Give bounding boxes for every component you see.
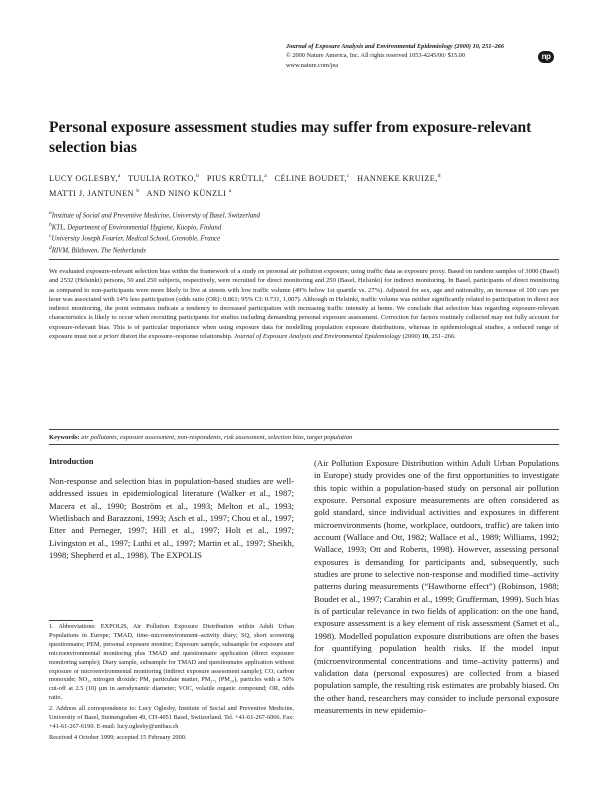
citation-journal: Journal of Exposure Analysis and Environmental Epidemiology xyxy=(234,333,401,341)
affiliation-item xyxy=(49,221,499,233)
affiliation-mark: c xyxy=(49,233,52,240)
affiliation-text: RIVM, Bilthoven, The Netherlands xyxy=(51,246,146,254)
footnote-rule xyxy=(49,620,93,621)
article-title: Personal exposure assessment studies may suffer from exposure-relevant selection bias xyxy=(49,119,532,156)
author-mark: c xyxy=(346,173,350,179)
author: HANNEKE KRUIZE, xyxy=(357,173,438,183)
journal-url: www.nature.com/jea xyxy=(286,62,339,70)
citation-year: (2000) xyxy=(400,333,422,341)
affiliation-mark: b xyxy=(49,221,52,228)
author-mark: b xyxy=(136,187,140,194)
affiliation-mark: d xyxy=(49,244,52,251)
affiliation-text: University Joseph Fourier, Medical School, Grenoble, France xyxy=(51,235,221,243)
footnote-correspondence: 2. Address all correspondence to: Lucy Oglesby, Institute of Social and Preventive Medicine, University of Basel, Steinengraben 49, CH-4051 Basel, Switzerland. Tel. +41-61-267-6066. Fax: +41-61-267-6190. E-mail: lucy.oglesby@unibas.ch xyxy=(49,705,294,730)
abstract-top-rule xyxy=(49,259,559,260)
keywords-bottom-rule xyxy=(49,444,559,445)
author-line-2 xyxy=(49,185,559,200)
affiliations xyxy=(49,209,499,255)
author: LUCY OGLESBY, xyxy=(49,173,118,183)
footnotes xyxy=(49,623,294,745)
body-right-column: (Air Pollution Exposure Distribution within Adult Urban Populations in Europe) study provides one of the first opportunities to investigate this topic within a population-based study on personal air pollution exposure. Personal exposure measurements are often considered as gold standard, since individual activities and exposures in different microenvironments (home, workplace, outdoors, traffic) are taken into account (Wallace and Ott, 1982; Wallace et al., 1989; Williams, 1992; Wallace, 1993; Ott and Roberts, 1998). However, assessing personal exposures is demanding for participants and, subsequently, such studies are prone to selective non-response and modified time–activity patterns during measurements (“Hawthorne effect”) (Robinson, 1988; Boudet et al., 1997; Carabin et al., 1999; Grufferman, 1999). Such bias is of particular relevance in two fields of application: on the one hand, exposure assessment is a key element of risk assessment (Samet et al., 1998). Modelled population exposure distributions are often the bases for quantifying population health risks. If the model input (microenvironmental concentrations and time–activity patterns) and validation data (personal exposures) are collected from a biased population sample, the resulting risk estimates are probably biased. On the other hand, researchers may consider to include personal exposure measurements in new epidemio- xyxy=(314,458,559,715)
affiliation-item xyxy=(49,232,499,244)
author-mark: b xyxy=(196,173,200,179)
author: PIUS KRÜTLI, xyxy=(206,173,265,183)
abstract-emphasis: a priori xyxy=(98,333,119,341)
keywords-list: air pollutants, exposure assessment, non-respondents, risk assessment, selection bias, target population xyxy=(81,434,353,441)
citation-volume: 10, xyxy=(421,333,430,341)
author-list xyxy=(49,170,559,200)
section-heading: Introduction xyxy=(49,457,94,466)
keywords xyxy=(49,433,559,442)
journal-header xyxy=(286,43,532,71)
abstract-text-end: distort the exposure–response relationship. xyxy=(118,333,235,341)
copyright-line: © 2000 Nature America, Inc. All rights reserved 1053-4245/00/ $15.00 xyxy=(286,51,465,59)
affiliation-text: KTL, Department of Environmental Hygiene, Kuopio, Finland xyxy=(51,223,222,231)
author-mark: a xyxy=(228,187,232,194)
author-mark: d xyxy=(437,173,441,179)
abstract xyxy=(49,267,559,341)
keywords-top-rule xyxy=(49,429,559,430)
author-mark: a xyxy=(264,173,268,179)
footnote-abbreviations: 1. Abbreviations: EXPOLIS, Air Pollution Exposure Distribution within Adult Urban Populations in Europe; TMAD, time–microenvironment–activity diary; SQ, short screening questionnaire; PEM, personal exposure monitor; Exposure sample, subsample for exposure and microenvironmental monitoring plus TMAD and questionnaire application (direct exposure monitoring sample); Diary sample, subsample for TMAD and questionnaire application without exposure or microenvironmental monitoring (indirect exposure assessment sample); CO, carbon monoxide; NO₂, nitrogen dioxide; PM, particulate matter, PM₂.₅ (PM₁₀), particles with a 50% cut-off at 2.5 (10) µm in aerodynamic diameter; VOC, volatile organic compound; OR, odds ratio. xyxy=(49,623,294,702)
body-left-column: Non-response and selection bias in population-based studies are well-addressed issues in epidemiological literature (Walker et al., 1987; Macera et al., 1990; Boström et al., 1993; Melton et al., 1993; Wietlisbach and Barazzoni, 1993; Asch et al., 1997; Chou et al., 1997; Etter and Perneger, 1997; Hill et al., 1997; Holt et al., 1997; Livingston et al., 1997; Luthi et al., 1997; Martin et al., 1997; Sheikh, 1998; Shepherd et al., 1998). The EXPOLIS xyxy=(49,476,294,561)
keywords-label: Keywords: xyxy=(49,434,80,441)
author: CÉLINE BOUDET, xyxy=(274,173,347,183)
citation-pages: 251–266. xyxy=(429,333,456,341)
journal-citation: Journal of Exposure Analysis and Environmental Epidemiology (2000) 10, 251–266 xyxy=(286,43,505,50)
author-mark: a xyxy=(117,173,121,179)
affiliation-text: Institute of Social and Preventive Medicine, University of Basel, Switzerland xyxy=(51,212,261,220)
author: AND NINO KÜNZLI xyxy=(146,188,227,198)
publisher-logo: np xyxy=(538,51,554,63)
received-dates: Received 4 October 1999; accepted 15 February 2000. xyxy=(49,733,187,741)
author: MATTI J. JANTUNEN xyxy=(49,188,134,198)
affiliation-item xyxy=(49,244,499,256)
affiliation-mark: a xyxy=(49,210,52,216)
affiliation-item xyxy=(49,209,499,221)
author: TUULIA ROTKO, xyxy=(127,173,197,183)
author-line-1 xyxy=(49,170,559,185)
abstract-text: We evaluated exposure-relevant selection bias within the framework of a study on personal air pollution exposure, using traffic data as exposure proxy. Based on random samples of 3000 (Basel) and 2532 (Helsinki) persons, 50 and 250 subjects, respectively, were recruited for direct monitoring and 250 (Basel, Helsinki) for indirect monitoring. In Basel, participants of direct monitoring as compared to non-participants were more likely to live at streets with low traffic volume (49% below 1st quartile vs. 27%). Adjusted for sex, age and nationality, an increase of 100 cars per hour was associated with 14% less participation (odds ratio (OR): 0.861; 95% CI: 0.731, 1.007). Although in Helsinki, traffic volume was neither significantly related to participation in direct nor indirect monitoring, the point estimates indicate a tendency to decreased participation with increasing traffic intensity at home. We conclude that selection bias regarding exposure-relevant characteristics is likely to occur when recruiting participants for studies including demanding personal exposure assessment. Correction for factors routinely collected may not fully account for exposure-relevant bias. This is of particular importance when using exposure data for modelling population exposure distributions, whereas in epidemiological studies, a reduced range of exposure must not xyxy=(49,268,559,341)
